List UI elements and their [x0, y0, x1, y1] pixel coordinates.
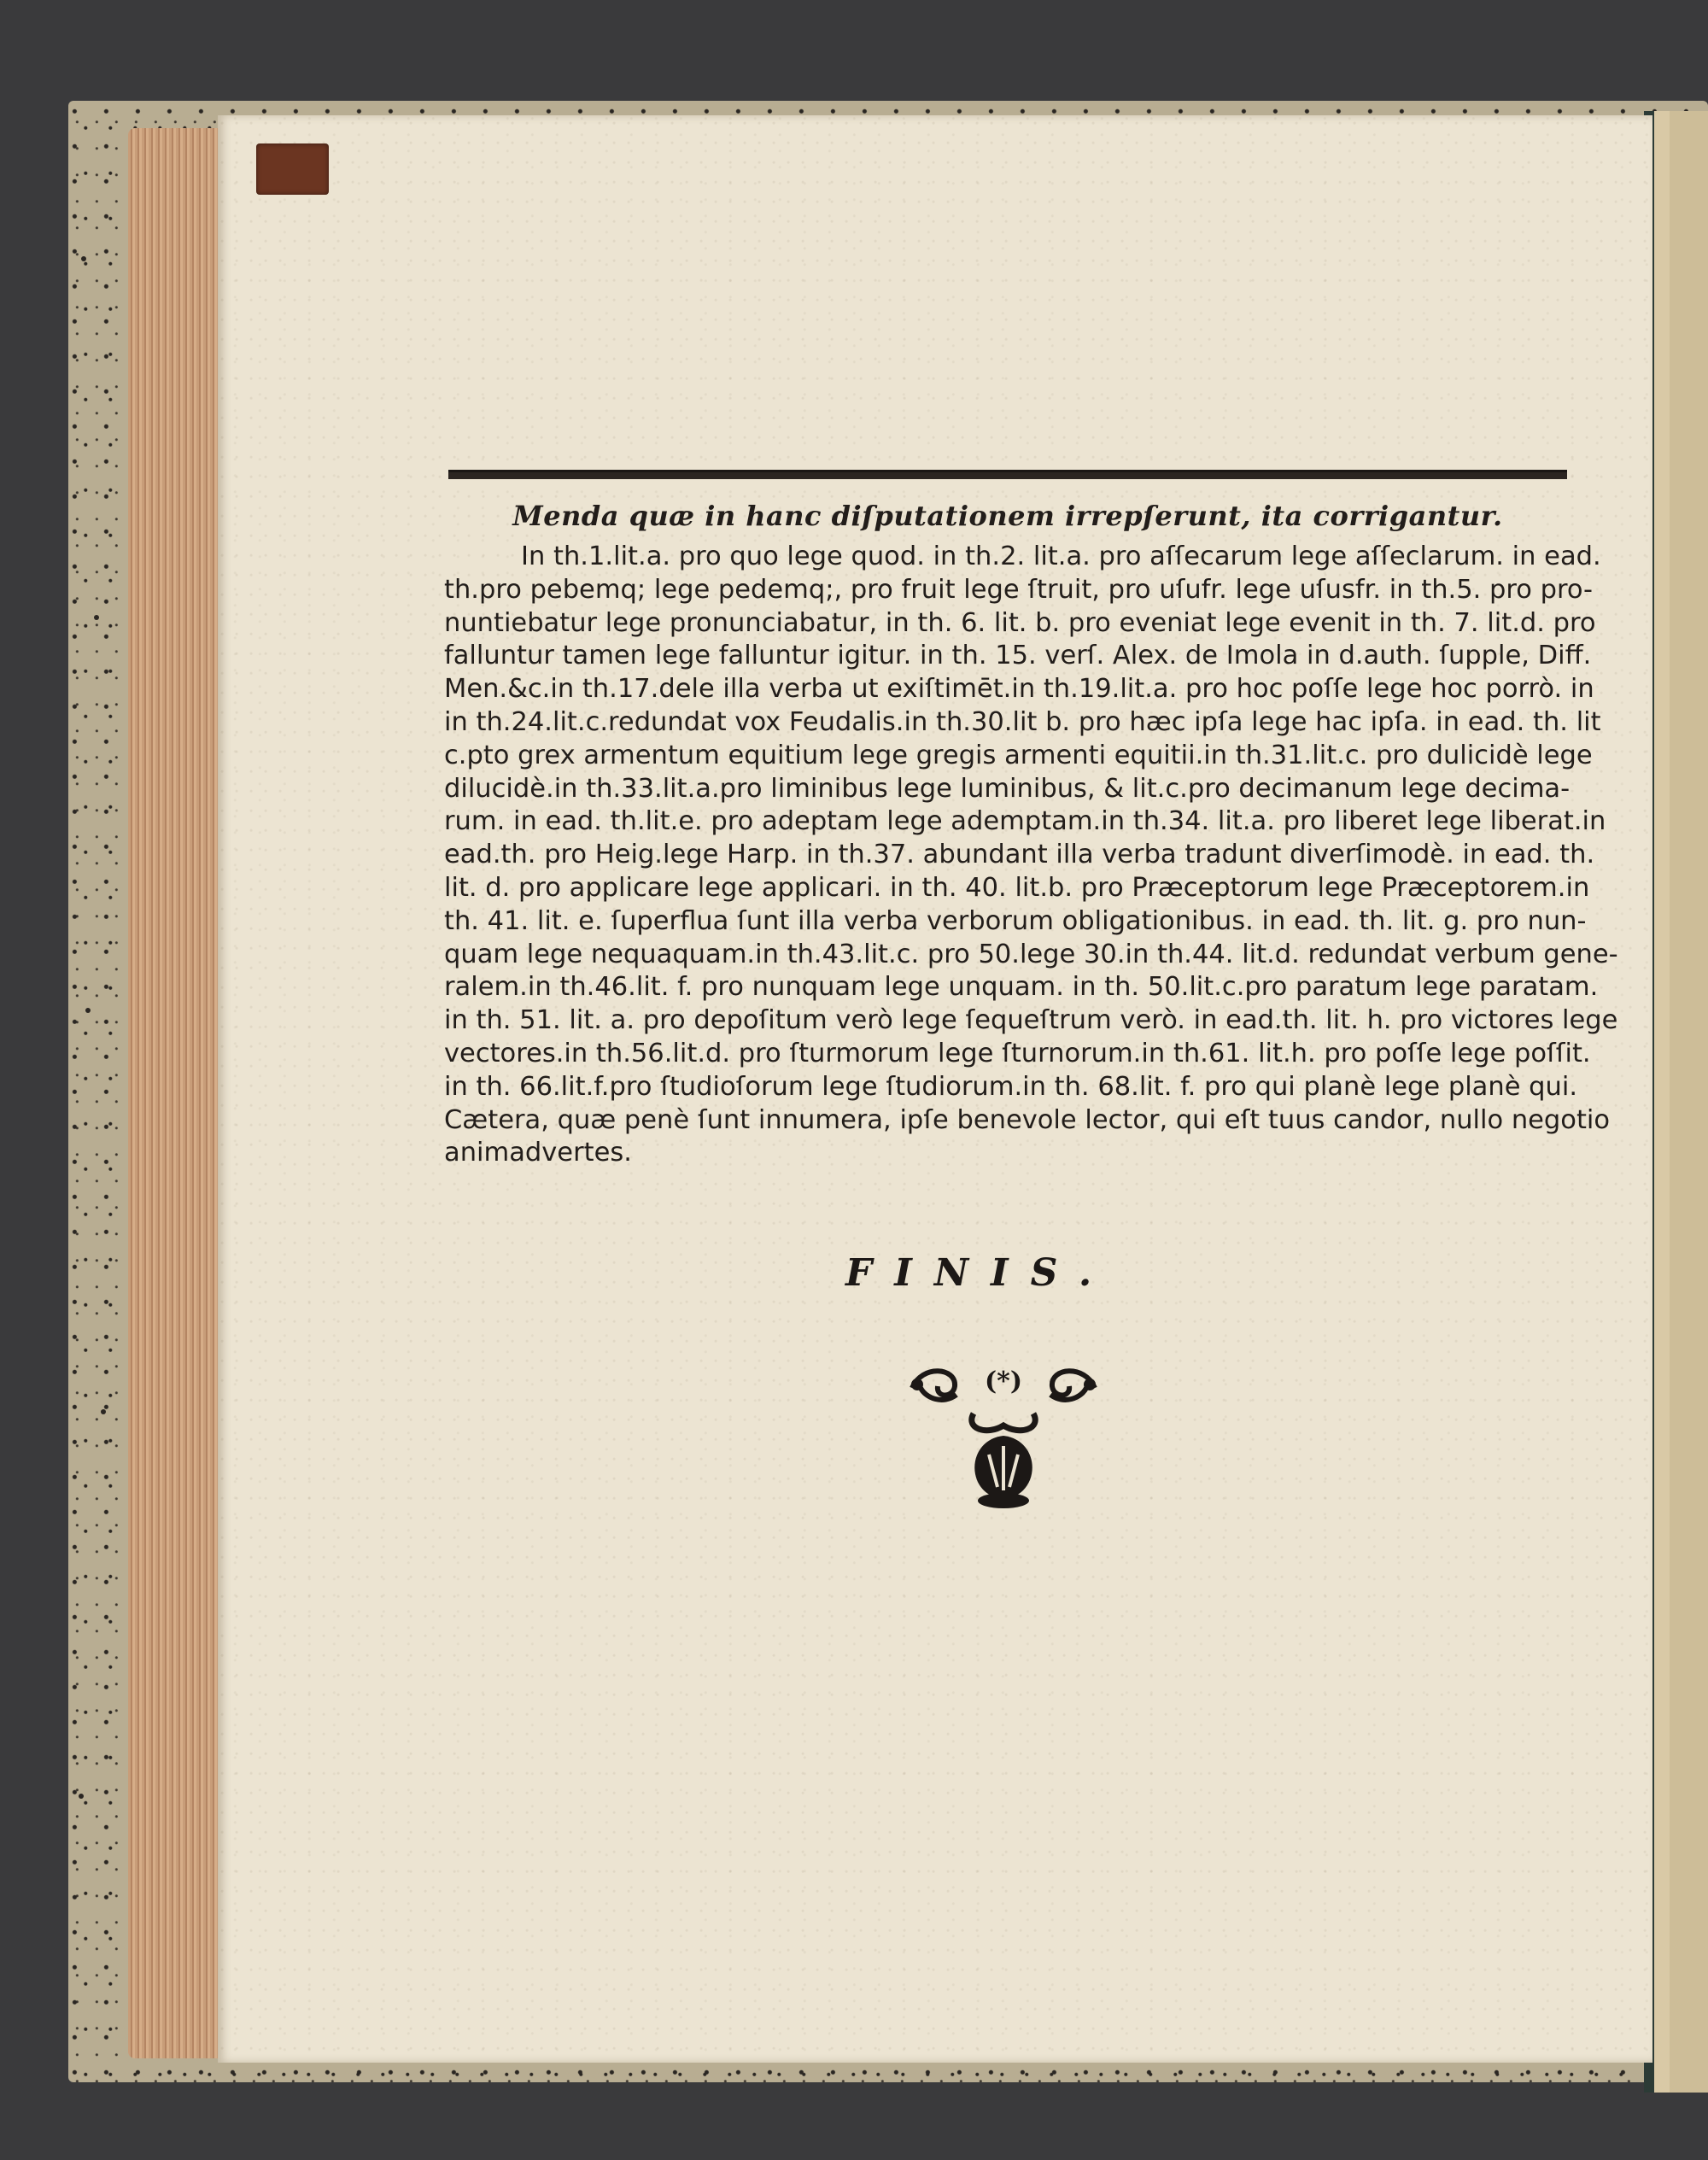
errata-line: in th.24.lit.c.redundat vox Feudalis.in th.30.lit b. pro hæc ipſa lege hac ipſa. in ead. th. lit [444, 706, 1601, 737]
cover-speck [85, 1008, 91, 1013]
cover-speck [94, 615, 99, 620]
errata-line: th. 41. lit. e. ſuperflua ſunt illa verba verborum obligationibus. in ead. th. lit. g. pro nun- [444, 905, 1587, 936]
errata-line: in th. 51. lit. a. pro depoſitum verò lege ſequeſtrum verò. in ead.th. lit. h. pro victores lege [444, 1005, 1618, 1036]
errata-line: Cætera, quæ penè ſunt innumera, ipſe benevole lector, qui eſt tuus candor, nullo negotio [444, 1104, 1611, 1135]
page-edges [128, 128, 231, 2058]
ornament-glyph: (*) [984, 1367, 1023, 1396]
facing-page-edge [1644, 111, 1708, 2093]
errata-heading: Menda quæ in hanc diſputationem irrepſerunt, ita corrigantur. [512, 500, 1503, 532]
page-tab-marker [256, 143, 329, 195]
cover-speck [101, 1409, 106, 1414]
errata-line: th.pro pebemq; lege pedemq;, pro fruit lege ſtruit, pro uſufr. lege uſusfr. in th.5. pro pro- [444, 574, 1594, 605]
fleuron-ornament-icon [905, 1354, 1102, 1512]
errata-line: ead.th. pro Heig.lege Harp. in th.37. abundant illa verba tradunt diverſimodè. in ead. th. [444, 840, 1595, 870]
errata-line: Men.&c.in th.17.dele illa verba ut exiſtimēt.in th.19.lit.a. pro hoc poſſe lege hoc porrò. in [444, 674, 1594, 705]
errata-line: vectores.in th.56.lit.d. pro ſturmorum lege ſturnorum.in th.61. lit.h. pro poſſe lege poſſit. [444, 1038, 1591, 1068]
errata-line: ralem.in th.46.lit. f. pro nunquam lege unquam. in th. 50.lit.c.pro paratum lege paratam. [444, 972, 1599, 1003]
errata-line: falluntur tamen lege falluntur igitur. in th. 15. verſ. Alex. de Imola in d.auth. ſupple, Diff. [444, 641, 1592, 671]
errata-line: rum. in ead. th.lit.e. pro adeptam lege ademptam.in th.34. lit.a. pro liberet lege liberat.in [444, 806, 1606, 837]
errata-line: dilucidè.in th.33.lit.a.pro liminibus lege luminibus, & lit.c.pro decimanum lege decima- [444, 773, 1571, 804]
finis-label: FINIS. [845, 1251, 1114, 1295]
errata-line: quam lege nequaquam.in th.43.lit.c. pro 50.lege 30.in th.44. lit.d. redundat verbum gene- [444, 939, 1618, 969]
top-rule [448, 470, 1567, 479]
errata-block [444, 500, 1618, 1170]
errata-line: lit. d. pro applicare lege applicari. in th. 40. lit.b. pro Præceptorum lege Præceptorem.in [444, 872, 1590, 903]
errata-line: In th.1.lit.a. pro quo lege quod. in th.2. lit.a. pro aſſecarum lege aſſeclarum. in ead. [521, 541, 1601, 571]
errata-line: animadvertes. [444, 1138, 632, 1168]
cover-speck [79, 1794, 84, 1799]
errata-line: nuntiebatur lege pronunciabatur, in th. 6. lit. b. pro eveniat lege evenit in th. 7. lit.d. pro [444, 607, 1596, 638]
cover-speck [81, 256, 86, 261]
errata-line: in th. 66.lit.f.pro ſtudioſorum lege ſtudiorum.in th. 68.lit. f. pro qui planè lege planè qui. [444, 1071, 1578, 1102]
errata-line: c.pto grex armentum equitium lege gregis armenti equitii.in th.31.lit.c. pro dulicidè lege [444, 740, 1593, 770]
